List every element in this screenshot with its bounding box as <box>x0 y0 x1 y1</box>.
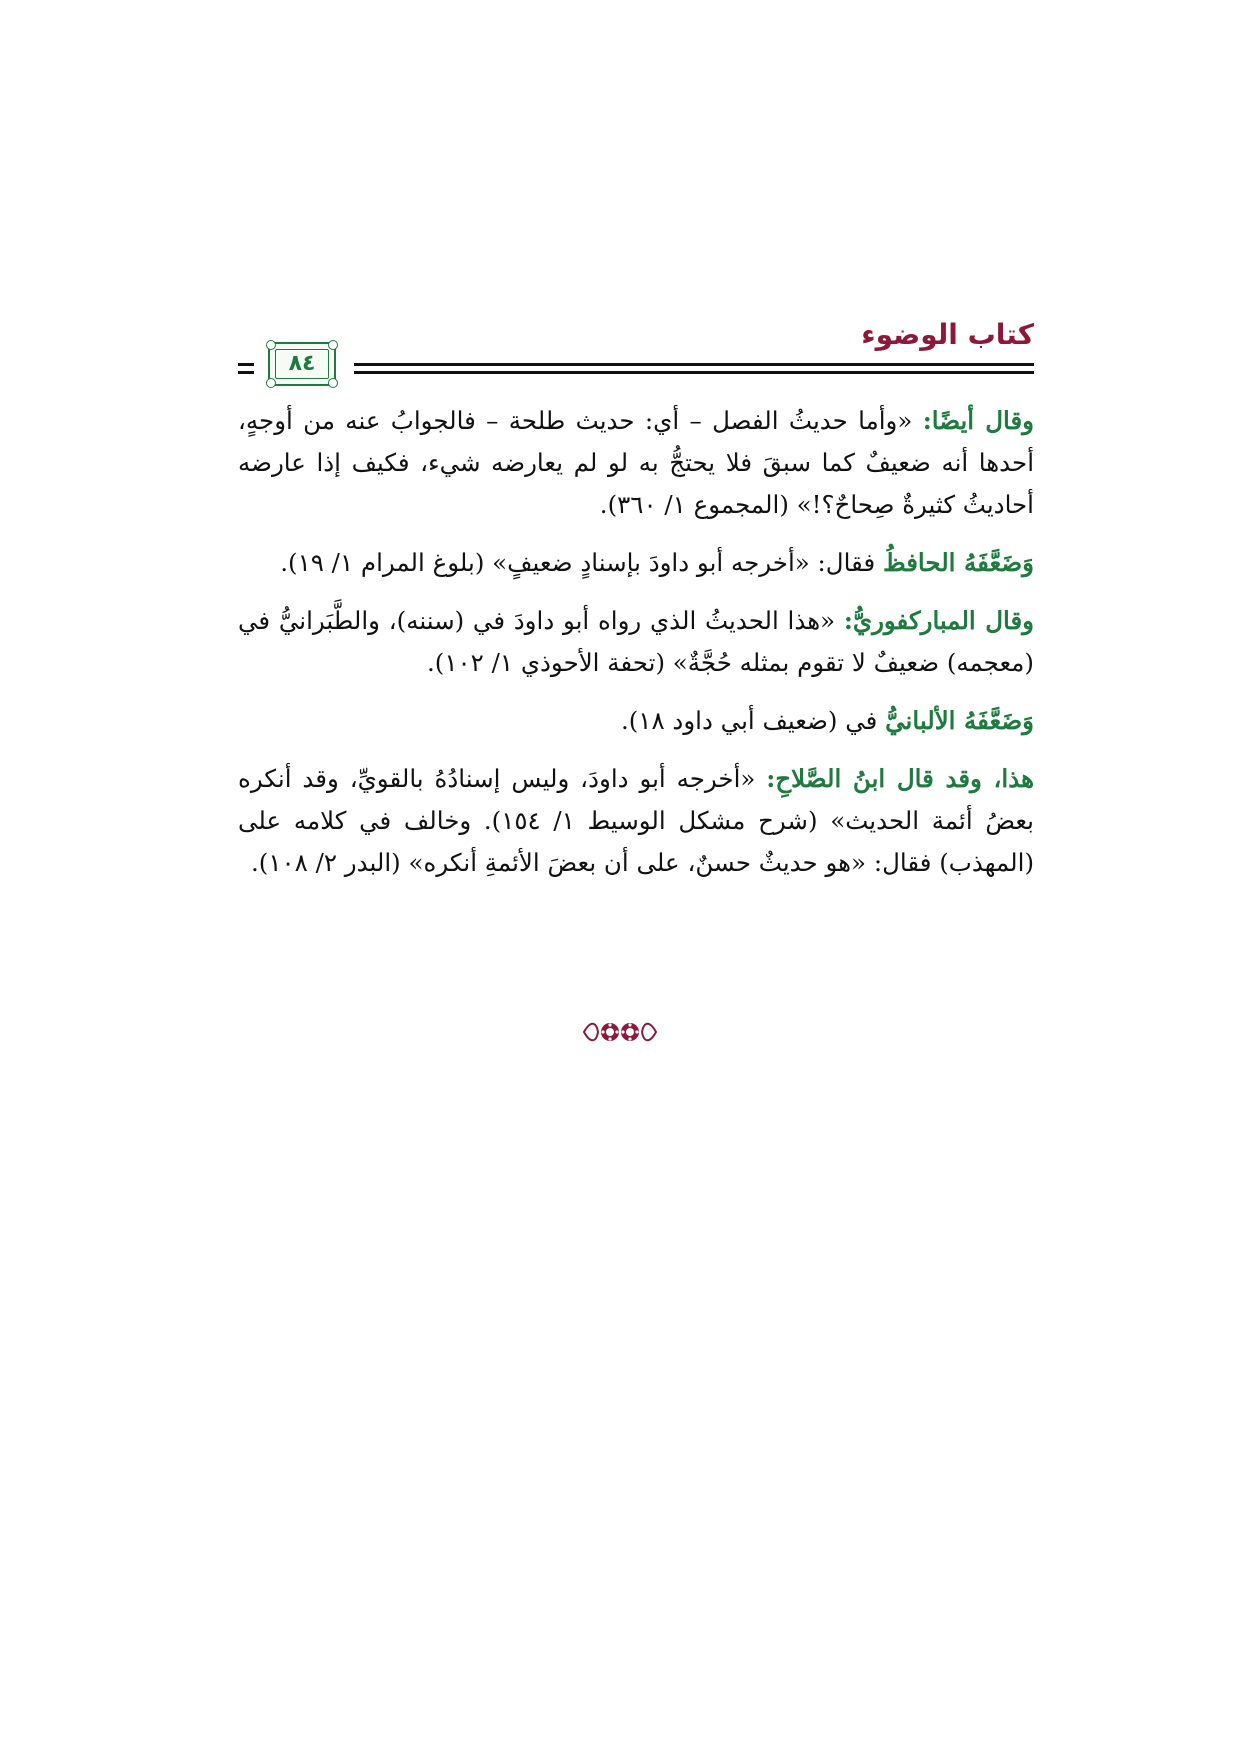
paragraph <box>238 542 1034 584</box>
paragraph-lead: وقال أيضًا: <box>922 406 1035 435</box>
header-rule <box>354 363 1034 366</box>
header-rule <box>238 363 254 366</box>
ornate-frame-icon <box>268 342 336 386</box>
paragraph <box>238 700 1034 742</box>
paragraph-text: «هذا الحديثُ الذي رواه أبو داودَ في (سننه)، والطَّبَرانيُّ في (معجمه) ضعيفٌ لا تقوم بمثله حُجَّةٌ» (تحفة الأحوذي ١/ ١٠٢). <box>238 606 1034 677</box>
paragraph-text: فقال: «أخرجه أبو داودَ بإسنادٍ ضعيفٍ» (بلوغ المرام ١/ ١٩). <box>280 548 883 577</box>
body-text <box>238 400 1034 900</box>
paragraph-lead: وَضَعَّفَهُ الألبانيُّ <box>885 706 1034 735</box>
paragraph-lead: هذا، وقد قال ابنُ الصَّلاحِ: <box>766 764 1035 793</box>
book-title: كتاب الوضوء <box>861 318 1034 351</box>
floral-ornament-icon <box>580 1015 660 1049</box>
header-rule <box>354 371 1034 374</box>
page-number: ٨٤ <box>288 351 316 376</box>
paragraph <box>238 600 1034 684</box>
header-rule <box>238 371 254 374</box>
paragraph-text: «وأما حديثُ الفصل – أي: حديث طلحة – فالجوابُ عنه من أوجهٍ، أحدها أنه ضعيفٌ كما سبقَ فلا يحتجُّ به لو لم يعارضه شيء، فكيف إذا عارضه أحاديثُ كثيرةٌ صِحاحٌ؟!» (المجموع ١/ ٣٦٠). <box>238 406 1034 519</box>
paragraph-text: «أخرجه أبو داودَ، وليس إسنادُهُ بالقويِّ، وقد أنكره بعضُ أئمة الحديث» (شرح مشكل الوسيط ١/ ١٥٤). وخالف في كلامه على (المهذب) فقال: «هو حديثٌ حسنٌ، على أن بعضَ الأئمةِ أنكره» (البدر ٢/ ١٠٨). <box>238 764 1034 877</box>
paragraph <box>238 400 1034 526</box>
paragraph-lead: وَضَعَّفَهُ الحافظُ <box>882 548 1034 577</box>
paragraph <box>238 758 1034 884</box>
paragraph-lead: وقال المباركفوريُّ: <box>843 606 1035 635</box>
page-header <box>238 316 1034 388</box>
paragraph-text: في (ضعيف أبي داود ١٨). <box>620 706 886 735</box>
